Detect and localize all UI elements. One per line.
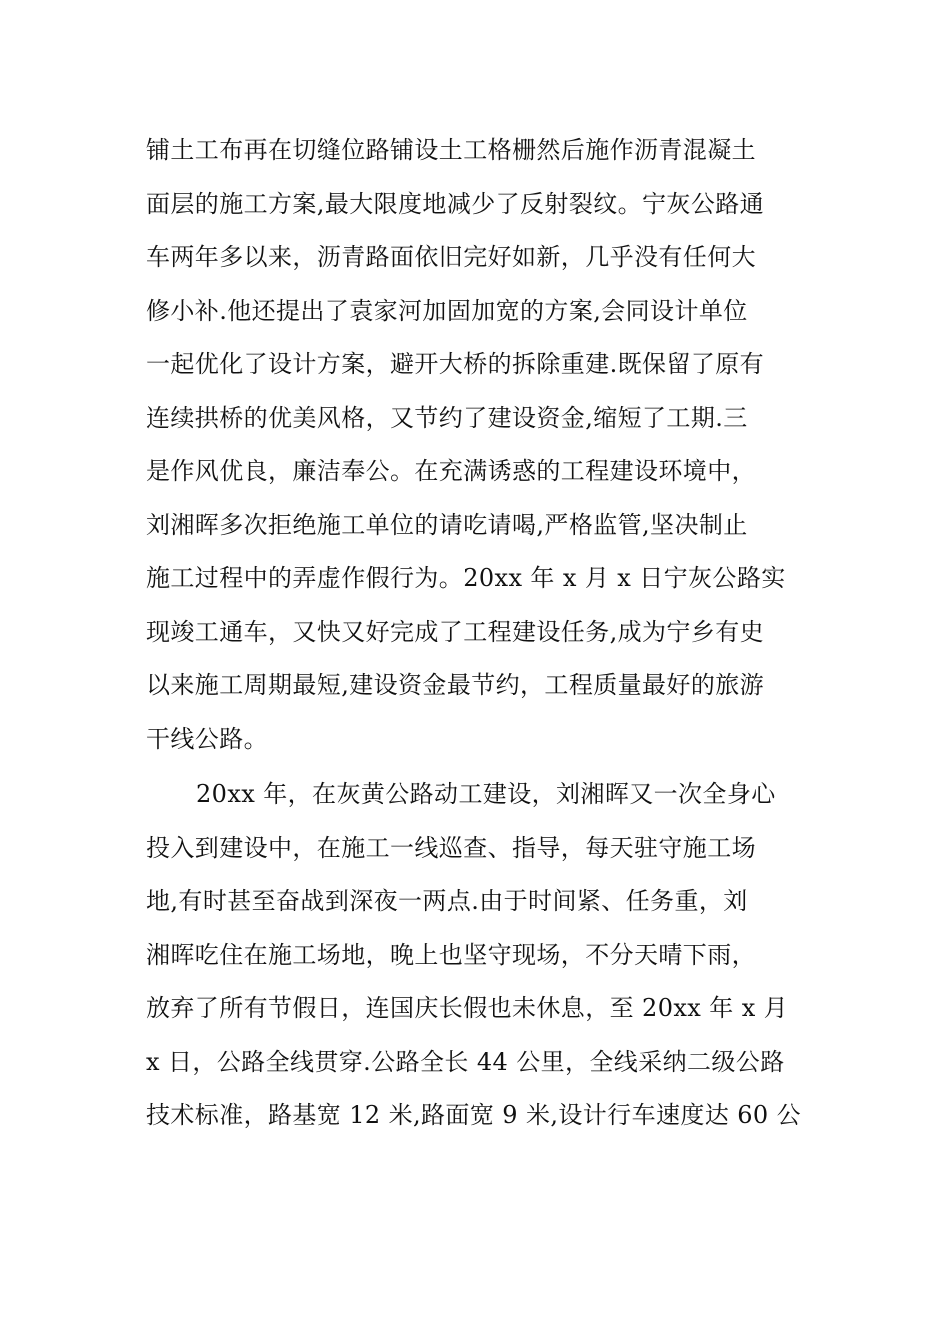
text-line: 铺土工布再在切缝位路铺设土工格栅然后施作沥青混凝土 — [146, 136, 756, 164]
text-line: 刘湘晖多次拒绝施工单位的请吃请喝,严格监管,坚决制止 — [146, 510, 748, 539]
text-line: 干线公路。 — [146, 724, 268, 753]
text-line: 技术标准，路基宽 12 米,路面宽 9 米,设计行车速度达 60 公 — [146, 1101, 801, 1129]
text-line: x 日，公路全线贯穿.公路全长 44 公里，全线采纳二级公路 — [146, 1047, 785, 1076]
text-line: 地,有时甚至奋战到深夜一两点.由于时间紧、任务重，刘 — [146, 887, 748, 915]
text-line: 一起优化了设计方案，避开大桥的拆除重建.既保留了原有 — [146, 350, 765, 378]
paragraph-2 — [146, 768, 808, 1143]
text-line: 是作风优良，廉洁奉公。在充满诱惑的工程建设环境中， — [146, 457, 756, 485]
text-line: 施工过程中的弄虚作假行为。20xx 年 x 月 x 日宁灰公路实 — [146, 564, 786, 592]
text-line: 面层的施工方案,最大限度地减少了反射裂纹。宁灰公路通 — [146, 189, 765, 218]
text-line: 现竣工通车，又快又好完成了工程建设任务,成为宁乡有史 — [146, 617, 765, 646]
text-line: 湘晖吃住在施工场地，晚上也坚守现场，不分天晴下雨， — [146, 940, 756, 969]
paragraph-1 — [146, 124, 808, 766]
text-line: 修小补.他还提出了袁家河加固加宽的方案,会同设计单位 — [146, 296, 748, 325]
document-body — [146, 124, 808, 1143]
text-line: 放弃了所有节假日，连国庆长假也未休息，至 20xx 年 x 月 — [146, 994, 789, 1022]
text-line: 投入到建设中，在施工一线巡查、指导，每天驻守施工场 — [146, 833, 756, 862]
text-line: 以来施工周期最短,建设资金最节约，工程质量最好的旅游 — [146, 671, 765, 699]
text-line: 连续拱桥的优美风格，又节约了建设资金,缩短了工期.三 — [146, 403, 748, 432]
text-line: 车两年多以来，沥青路面依旧完好如新，几乎没有任何大 — [146, 243, 756, 271]
text-line: 20xx 年，在灰黄公路动工建设，刘湘晖又一次全身心 — [196, 780, 776, 808]
